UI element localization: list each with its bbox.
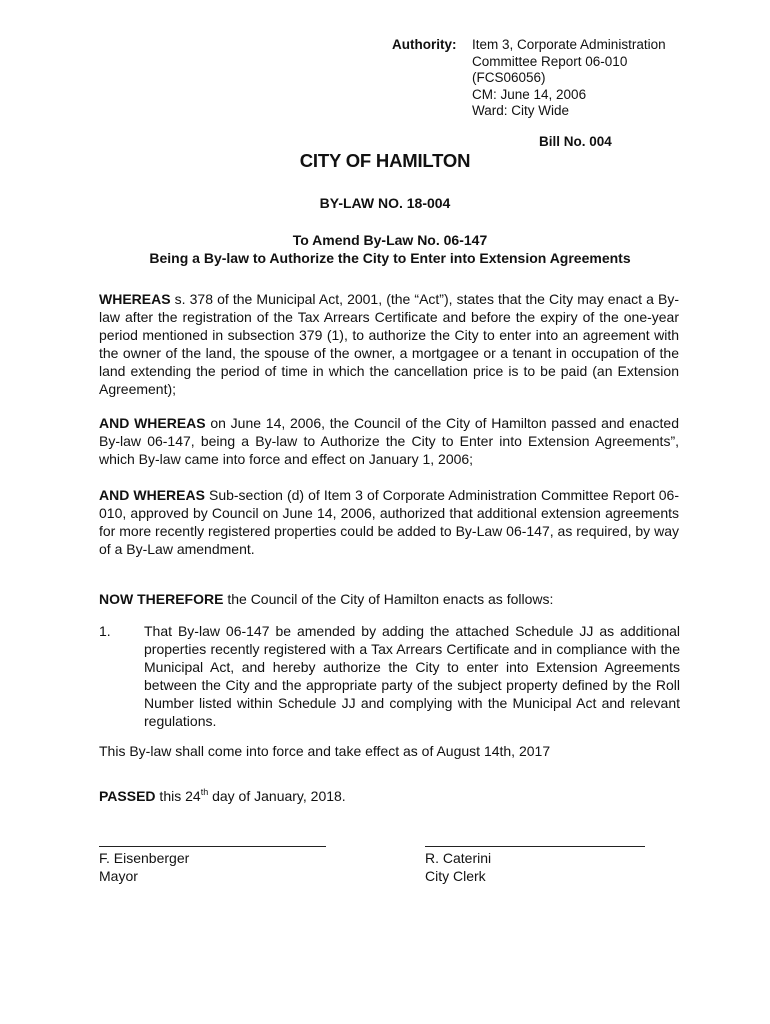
paragraph-lead: AND WHEREAS [99, 487, 205, 503]
authority-line: CM: June 14, 2006 [472, 86, 587, 102]
bill-number: Bill No. 004 [539, 134, 612, 149]
mayor-title: Mayor [99, 868, 138, 884]
clerk-name: R. Caterini [425, 850, 492, 866]
paragraph-text: on June 14, 2006, the Council of the City of Hamilton passed and enacted By-law 06-147, being a By-law to Authorize the City to Enter into Extension Agreements”, which By-law came into force and effect on January 1, 2006; [99, 415, 680, 467]
passed-ordinal-suffix: th [200, 787, 209, 797]
whereas-paragraph-1 [99, 290, 679, 398]
paragraph-lead: AND WHEREAS [99, 415, 206, 431]
subtitle-line-1: To Amend By-Law No. 06-147 [292, 232, 488, 248]
paragraph-text: Sub-section (d) of Item 3 of Corporate Administration Committee Report 06-010, approved by Council on June 14, 2006, authorized that additional extension agreements for more recently registered properties could be added to By-Law 06-147, as required, by way of a By-Law amendment. [99, 487, 679, 557]
mayor-name: F. Eisenberger [99, 850, 190, 866]
subtitle-line-2: Being a By-law to Authorize the City to Enter into Extension Agreements [149, 250, 631, 266]
item-text: That By-law 06-147 be amended by adding the attached Schedule JJ as additional properties recently registered with a Tax Arrears Certificate and in compliance with the Municipal Act, and hereby authorize the City to enter into Extension Agreements between the City and the appropriate party of the subject property defined by the Roll Number listed within Schedule JJ and complying with the Municipal Act and relevant regulations. [144, 623, 680, 729]
enactment-paragraph [99, 590, 679, 608]
clerk-signature-line [425, 846, 645, 847]
paragraph-text: the Council of the City of Hamilton enacts as follows: [223, 591, 554, 607]
whereas-paragraph-3 [99, 486, 679, 558]
passed-lead: PASSED [99, 788, 156, 804]
authority-line: Ward: City Wide [472, 103, 570, 118]
whereas-paragraph-2 [99, 414, 679, 468]
effective-date-statement: This By-law shall come into force and take effect as of August 14th, 2017 [99, 743, 551, 759]
authority-line: (FCS06056) [472, 70, 546, 85]
authority-line: Item 3, Corporate Administration [472, 37, 666, 52]
page-title: CITY OF HAMILTON [299, 150, 471, 171]
item-number: 1. [99, 623, 111, 639]
passed-post: day of January, 2018. [208, 788, 346, 804]
bylaw-subtitle [0, 231, 770, 267]
authority-lines [472, 37, 666, 120]
clerk-title: City Clerk [425, 868, 486, 884]
passed-statement [99, 787, 346, 805]
authority-label: Authority: [392, 37, 457, 52]
passed-pre: this 24 [155, 788, 201, 804]
authority-line: Committee Report 06-010 [472, 53, 628, 69]
mayor-signature-line [99, 846, 326, 847]
paragraph-lead: NOW THEREFORE [99, 591, 224, 607]
paragraph-lead: WHEREAS [99, 291, 171, 307]
bylaw-number: BY-LAW NO. 18-004 [319, 195, 451, 211]
paragraph-text: s. 378 of the Municipal Act, 2001, (the “Act”), states that the City may enact a By-law after the registration of the Tax Arrears Certificate and before the expiry of the one-year period mentioned in subsection 379 (1), to authorize the City to enter into an agreement with the owner of the land, the spouse of the owner, a mortgagee or a tenant in occupation of the land extending the period of time in which the cancellation price is to be paid (an Extension Agreement); [99, 291, 679, 397]
